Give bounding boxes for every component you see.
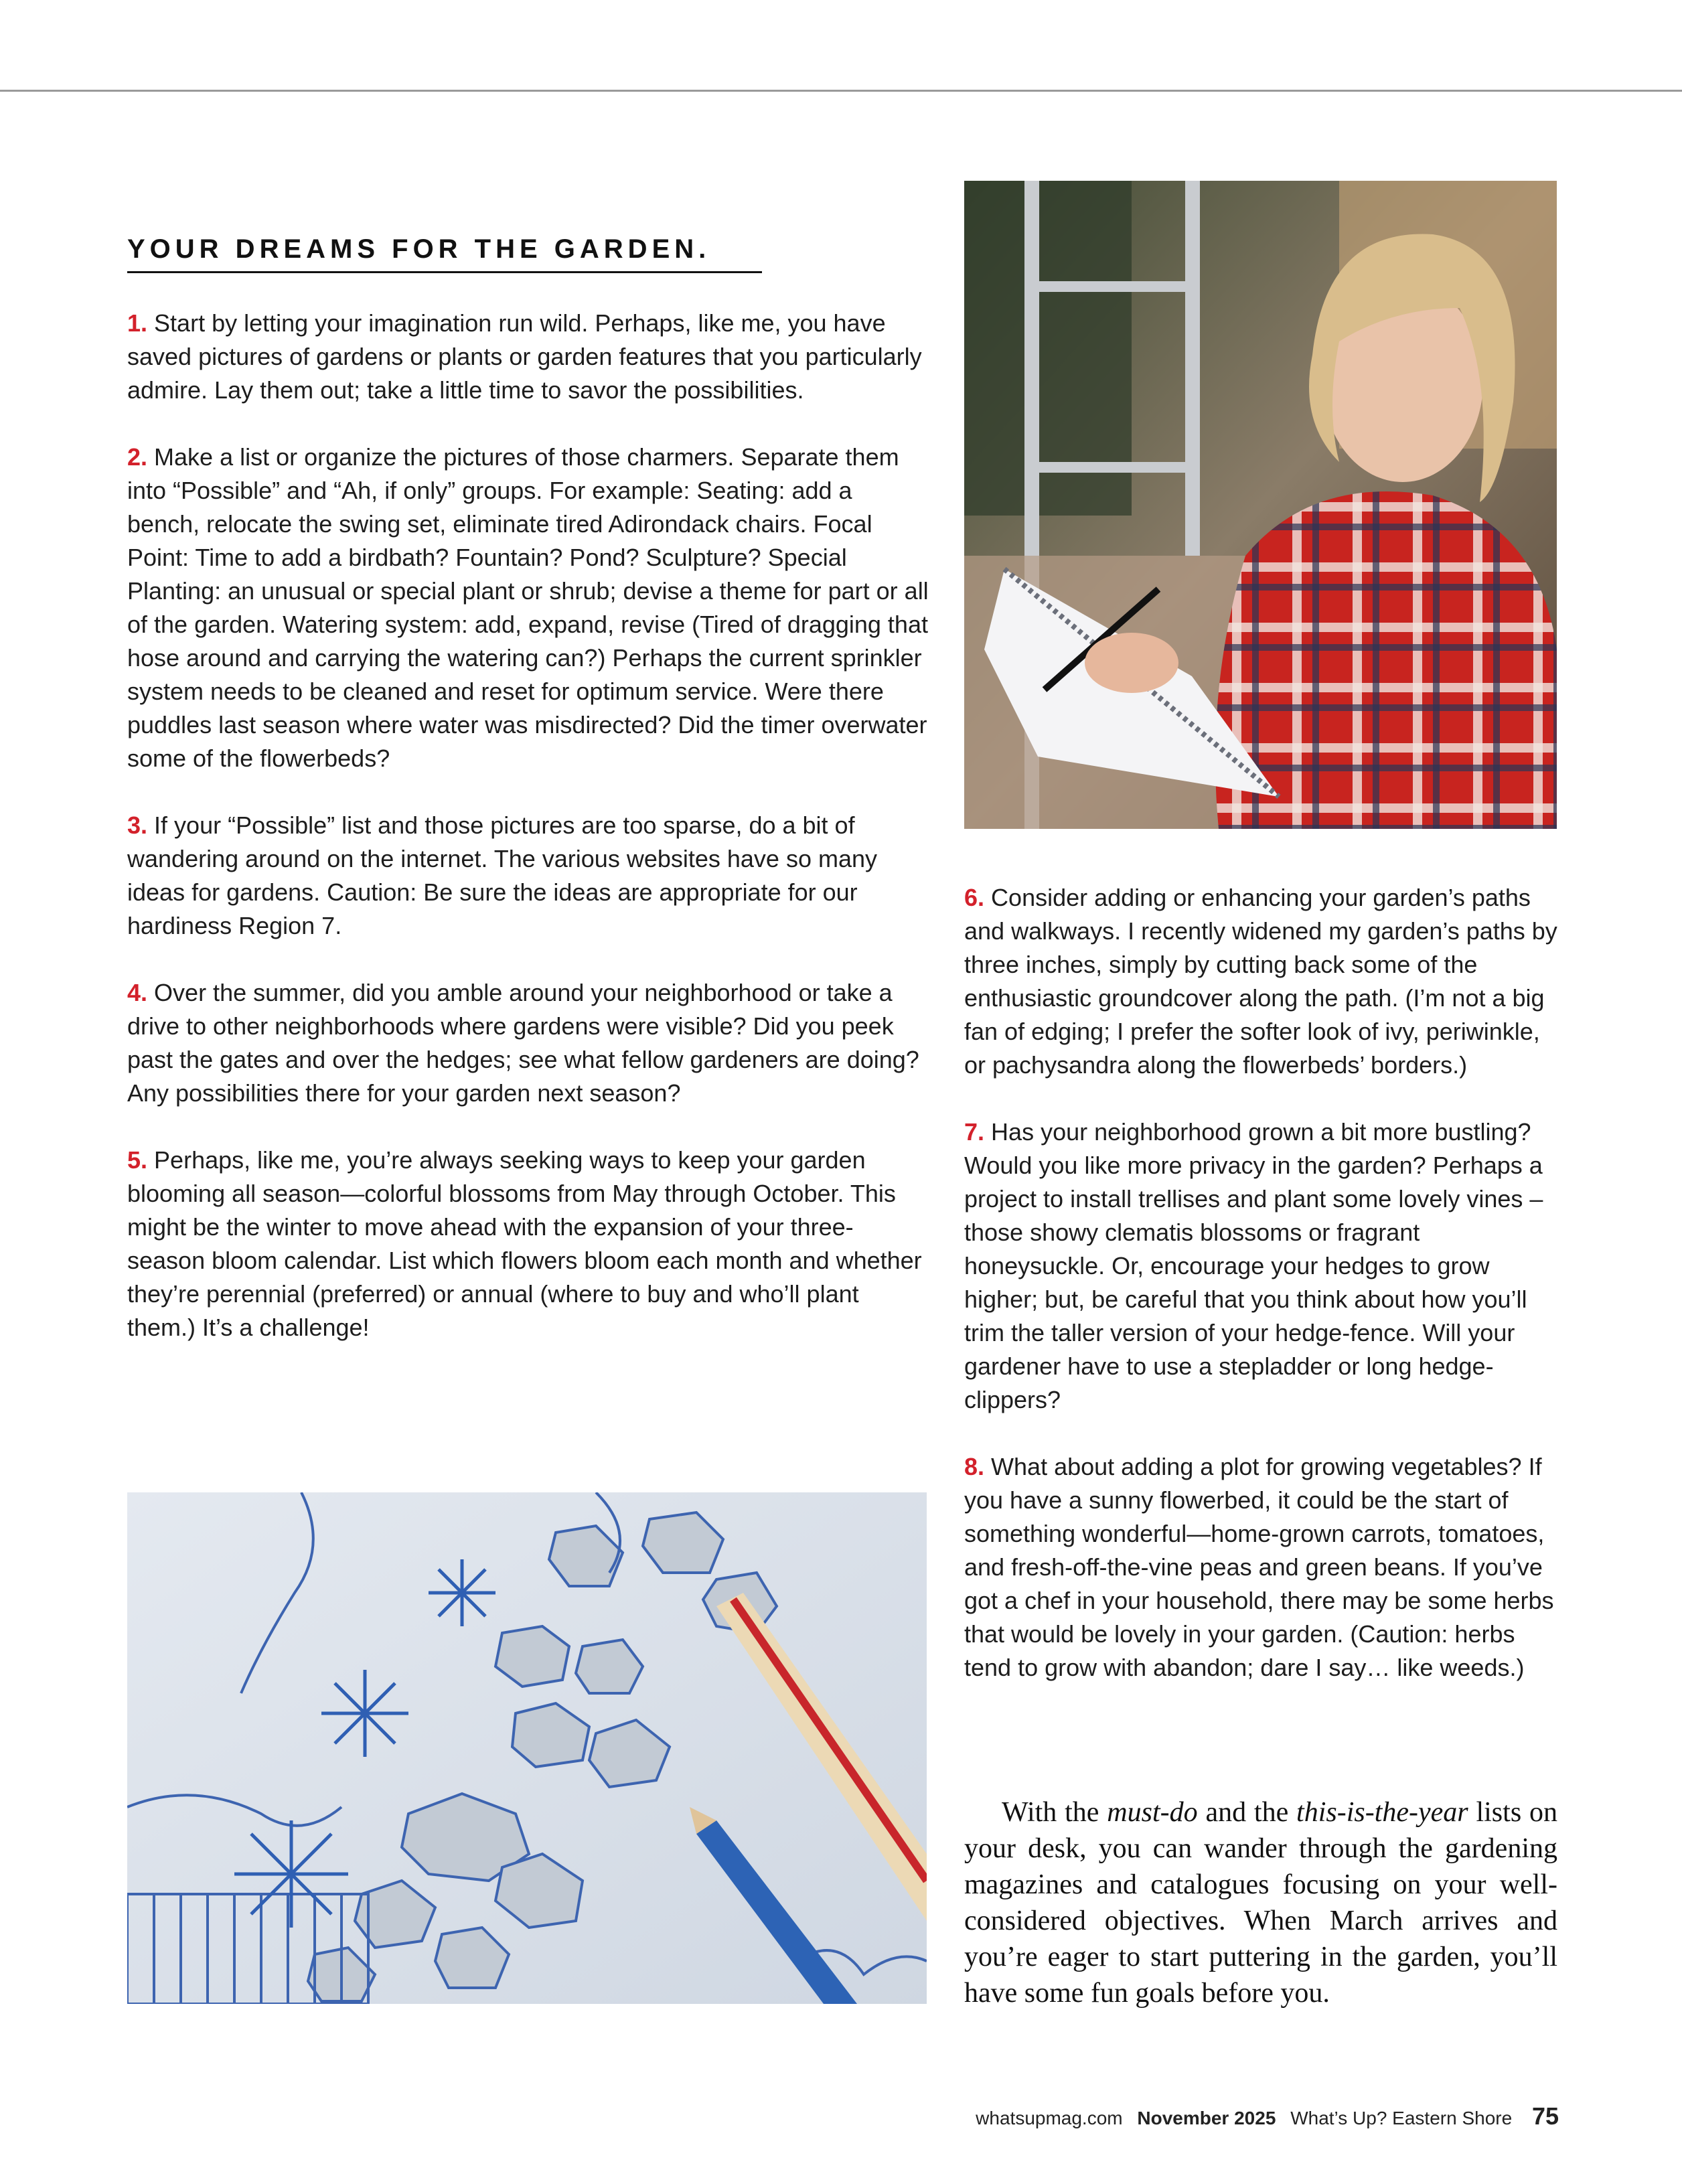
item-number: 1. xyxy=(127,309,148,337)
top-rule xyxy=(0,90,1682,92)
item-number: 2. xyxy=(127,443,148,471)
closing-emphasis: this-is-the-year xyxy=(1296,1797,1468,1828)
item-number: 8. xyxy=(964,1453,985,1480)
item-text: Over the summer, did you amble around your neighborhood or take a drive to other neighborhoods where gardens were visible? Did you peek past the gates and over the hedges; see what fellow gardeners are doing? Any possibilities there for your garden next season? xyxy=(127,979,919,1107)
item-number: 6. xyxy=(964,884,985,911)
page-number: 75 xyxy=(1531,2102,1559,2130)
list-item-5 xyxy=(127,1144,931,1344)
page-footer xyxy=(966,2102,1559,2130)
item-number: 7. xyxy=(964,1118,985,1146)
item-number: 3. xyxy=(127,811,148,839)
item-text: If your “Possible” list and those pictures are too sparse, do a bit of wandering around on the internet. The various websites have so many ideas for gardens. Caution: Be sure the ideas are appropriate for our hardiness Region 7. xyxy=(127,811,878,939)
item-text: Perhaps, like me, you’re always seeking ways to keep your garden blooming all season—colorful blossoms from May through October. This might be the winter to move ahead with the expansion of your three-season bloom calendar. List which flowers bloom each month and whether they’re perennial (preferred) or annual (where to buy and who’ll plant them.) It’s a challenge! xyxy=(127,1146,922,1341)
woman-writing-photo xyxy=(964,181,1557,829)
left-column xyxy=(127,307,931,1378)
footer-site: whatsupmag.com xyxy=(976,2108,1123,2128)
right-column xyxy=(964,881,1560,1718)
item-text: Start by letting your imagination run wild. Perhaps, like me, you have saved pictures of gardens or plants or garden features that you particularly admire. Lay them out; take a little time to savor the possibilities. xyxy=(127,309,922,404)
footer-magazine: What’s Up? Eastern Shore xyxy=(1290,2108,1513,2128)
item-text: What about adding a plot for growing vegetables? If you have a sunny flowerbed, it could be the start of something wonderful—home-grown carrots, tomatoes, and fresh-off-the-vine peas and green beans. If you’ve got a chef in your household, there may be some herbs that would be lovely in your garden. (Caution: herbs tend to grow with abandon; dare I say… like weeds.) xyxy=(964,1453,1554,1681)
closing-emphasis: must-do xyxy=(1107,1797,1198,1828)
list-item-4 xyxy=(127,976,931,1110)
closing-text: and the xyxy=(1197,1797,1297,1828)
list-item-6 xyxy=(964,881,1560,1082)
list-item-8 xyxy=(964,1450,1560,1685)
list-item-2 xyxy=(127,441,931,775)
item-number: 5. xyxy=(127,1146,148,1174)
item-text: Make a list or organize the pictures of those charmers. Separate them into “Possible” and “Ah, if only” groups. For example: Seating: add a bench, relocate the swing set, eliminate tired Adirondack chairs. Focal Point: Time to add a birdbath? Fountain? Pond? Sculpture? Special Planting: an unusual or special plant or shrub; devise a theme for part or all of the garden. Watering system: add, expand, revise (Tired of dragging that hose around and carrying the watering can?) Perhaps the current sprinkler system needs to be cleaned and reset for optimum service. Were there puddles last season where water was misdirected? Did the timer overwater some of the flowerbeds? xyxy=(127,443,929,772)
list-item-7 xyxy=(964,1115,1560,1417)
list-item-1 xyxy=(127,307,931,407)
closing-text: lists on your desk, you can wander through the gardening magazines and catalogues focusing on your well-considered objectives. When March arrives and you’re eager to start puttering in the garden, you’ll have some fun goals before you. xyxy=(964,1797,1557,2009)
garden-plan-sketch-photo xyxy=(127,1492,927,2004)
item-text: Has your neighborhood grown a bit more bustling? Would you like more privacy in the garden? Perhaps a project to install trellises and plant some lovely vines – those showy clematis blossoms or fragrant honeysuckle. Or, encourage your hedges to grow higher; but, be careful that you think about how you’ll trim the taller version of your hedge-fence. Will your gardener have to use a stepladder or long hedge-clippers? xyxy=(964,1118,1543,1413)
item-text: Consider adding or enhancing your garden’s paths and walkways. I recently widened my garden’s paths by three inches, simply by cutting back some of the enthusiastic groundcover along the path. (I’m not a big fan of edging; I prefer the softer look of ivy, periwinkle, or pachysandra along the flowerbeds’ borders.) xyxy=(964,884,1557,1079)
list-item-3 xyxy=(127,809,931,943)
closing-paragraph xyxy=(964,1794,1557,2011)
item-number: 4. xyxy=(127,979,148,1006)
section-heading: YOUR DREAMS FOR THE GARDEN. xyxy=(127,234,762,273)
footer-issue: November 2025 xyxy=(1137,2108,1276,2128)
closing-text: With the xyxy=(1002,1797,1107,1828)
